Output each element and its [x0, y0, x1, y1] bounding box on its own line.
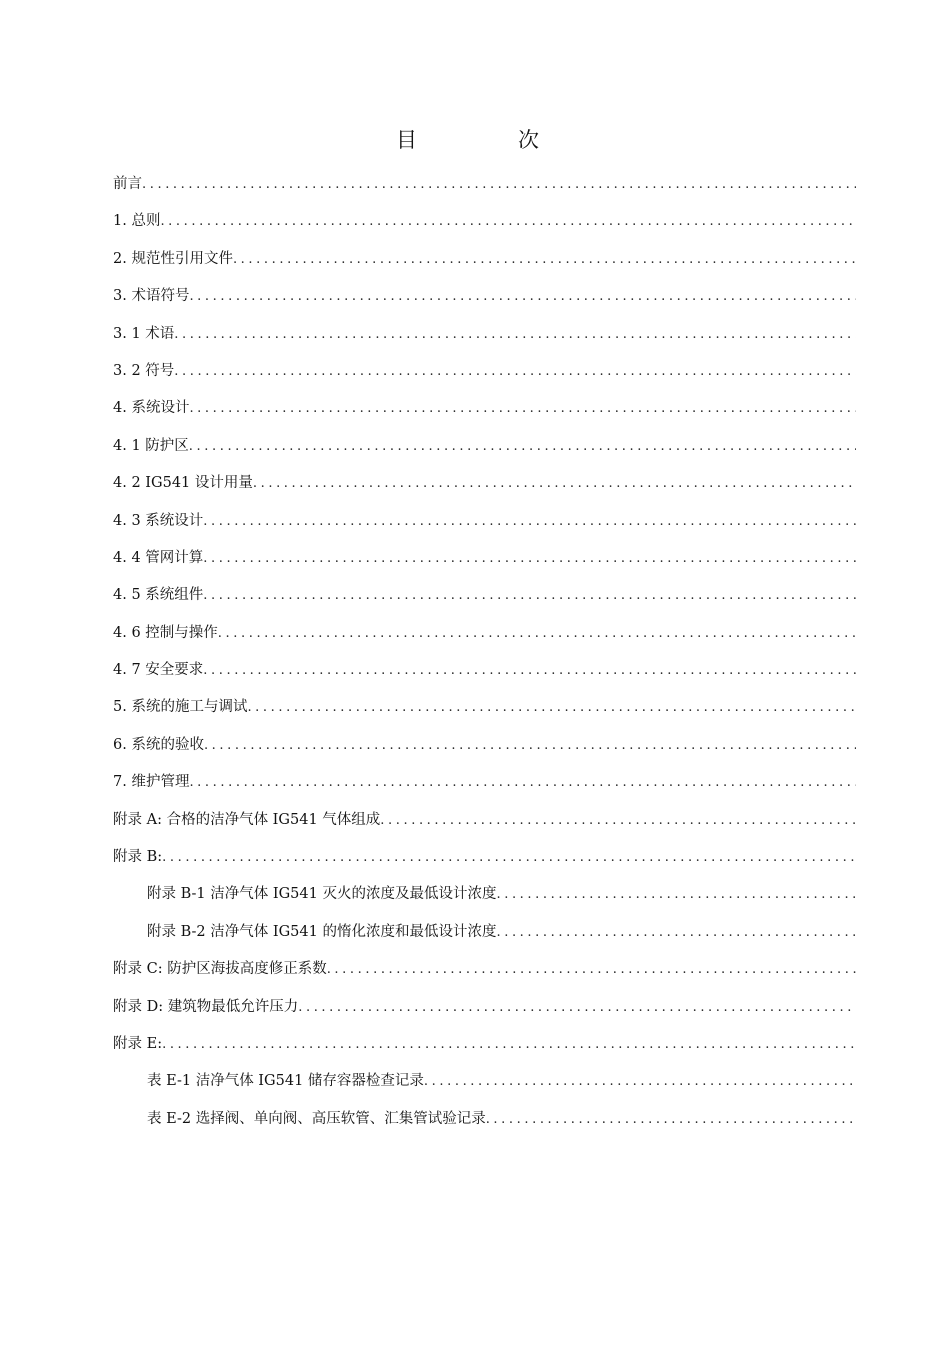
- dot-leader: [189, 390, 856, 427]
- dot-leader: [424, 1063, 856, 1100]
- toc-entry-label: 3. 2 符号: [113, 362, 175, 379]
- toc-entry[interactable]: [113, 465, 856, 502]
- dot-leader: [496, 876, 856, 913]
- dot-leader: [174, 353, 856, 390]
- toc-entry[interactable]: [113, 428, 856, 465]
- toc-entry-label: 4. 1 防护区: [113, 437, 189, 454]
- dot-leader: [203, 540, 856, 577]
- dot-leader: [160, 203, 856, 240]
- toc-entry[interactable]: [113, 1101, 856, 1138]
- toc-entry[interactable]: [113, 353, 856, 390]
- dot-leader: [253, 465, 856, 502]
- toc-entry-label: 表 E-1 洁净气体 IG541 储存容器检查记录: [147, 1073, 424, 1090]
- toc-entry-label: 4. 7 安全要求: [113, 662, 204, 679]
- toc-entry[interactable]: [113, 914, 856, 951]
- toc-entry-label: 表 E-2 选择阀、单向阀、高压软管、汇集管试验记录: [147, 1110, 486, 1127]
- toc-entry-label: 附录 E:: [113, 1035, 163, 1052]
- toc-entry-label: 附录 B:: [113, 849, 163, 866]
- toc-entry-label: 3. 1 术语: [113, 325, 175, 342]
- toc-entry-label: 1. 总则: [113, 213, 161, 230]
- toc-entry-label: 附录 B-2 洁净气体 IG541 的惰化浓度和最低设计浓度: [147, 923, 497, 940]
- toc-entry[interactable]: [113, 203, 856, 240]
- toc-entry-label: 附录 C: 防护区海拔高度修正系数: [113, 961, 327, 978]
- toc-entry[interactable]: [113, 241, 856, 278]
- dot-leader: [203, 652, 856, 689]
- toc-entry[interactable]: [113, 390, 856, 427]
- dot-leader: [380, 802, 856, 839]
- toc-entry[interactable]: [113, 876, 856, 913]
- dot-leader: [142, 166, 856, 203]
- toc-entry[interactable]: [113, 839, 856, 876]
- toc-entry-label: 5. 系统的施工与调试: [113, 699, 248, 716]
- toc-entry-label: 附录 A: 合格的洁净气体 IG541 气体组成: [113, 811, 381, 828]
- toc-entry[interactable]: [113, 540, 856, 577]
- toc-title: 目 次: [396, 128, 579, 152]
- toc-entry[interactable]: [113, 764, 856, 801]
- toc-entry-label: 4. 4 管网计算: [113, 549, 204, 566]
- toc-entry-label: 2. 规范性引用文件: [113, 250, 233, 267]
- dot-leader: [189, 764, 856, 801]
- toc-entry[interactable]: [113, 989, 856, 1026]
- toc-entry-label: 3. 术语符号: [113, 288, 190, 305]
- dot-leader: [189, 428, 856, 465]
- toc-entry[interactable]: [113, 689, 856, 726]
- dot-leader: [247, 689, 856, 726]
- toc-entry[interactable]: [113, 727, 856, 764]
- dot-leader: [327, 951, 856, 988]
- toc-entry[interactable]: [113, 951, 856, 988]
- dot-leader: [218, 615, 856, 652]
- toc-entry[interactable]: [113, 166, 856, 203]
- toc-entry[interactable]: [113, 802, 856, 839]
- toc-entry-label: 4. 3 系统设计: [113, 512, 204, 529]
- dot-leader: [233, 241, 856, 278]
- toc-entry[interactable]: [113, 1063, 856, 1100]
- dot-leader: [189, 278, 856, 315]
- dot-leader: [496, 914, 856, 951]
- toc-entry-label: 4. 5 系统组件: [113, 587, 204, 604]
- dot-leader: [203, 577, 856, 614]
- toc-entry-label: 附录 D: 建筑物最低允许压力: [113, 998, 299, 1015]
- toc-entry[interactable]: [113, 652, 856, 689]
- dot-leader: [162, 839, 856, 876]
- table-of-contents: [113, 166, 856, 1138]
- dot-leader: [298, 989, 856, 1026]
- dot-leader: [204, 727, 856, 764]
- toc-entry[interactable]: [113, 615, 856, 652]
- dot-leader: [162, 1026, 856, 1063]
- toc-entry-label: 4. 系统设计: [113, 400, 190, 417]
- toc-entry[interactable]: [113, 503, 856, 540]
- toc-entry[interactable]: [113, 316, 856, 353]
- toc-entry[interactable]: [113, 577, 856, 614]
- toc-entry-label: 6. 系统的验收: [113, 736, 204, 753]
- toc-entry-label: 前言: [113, 176, 142, 192]
- toc-entry-label: 7. 维护管理: [113, 774, 190, 791]
- dot-leader: [174, 316, 856, 353]
- toc-entry-label: 附录 B-1 洁净气体 IG541 灭火的浓度及最低设计浓度: [147, 886, 497, 903]
- toc-entry-label: 4. 6 控制与操作: [113, 624, 218, 641]
- toc-entry[interactable]: [113, 1026, 856, 1063]
- toc-entry[interactable]: [113, 278, 856, 315]
- dot-leader: [486, 1101, 856, 1138]
- toc-entry-label: 4. 2 IG541 设计用量: [113, 475, 253, 492]
- dot-leader: [203, 503, 856, 540]
